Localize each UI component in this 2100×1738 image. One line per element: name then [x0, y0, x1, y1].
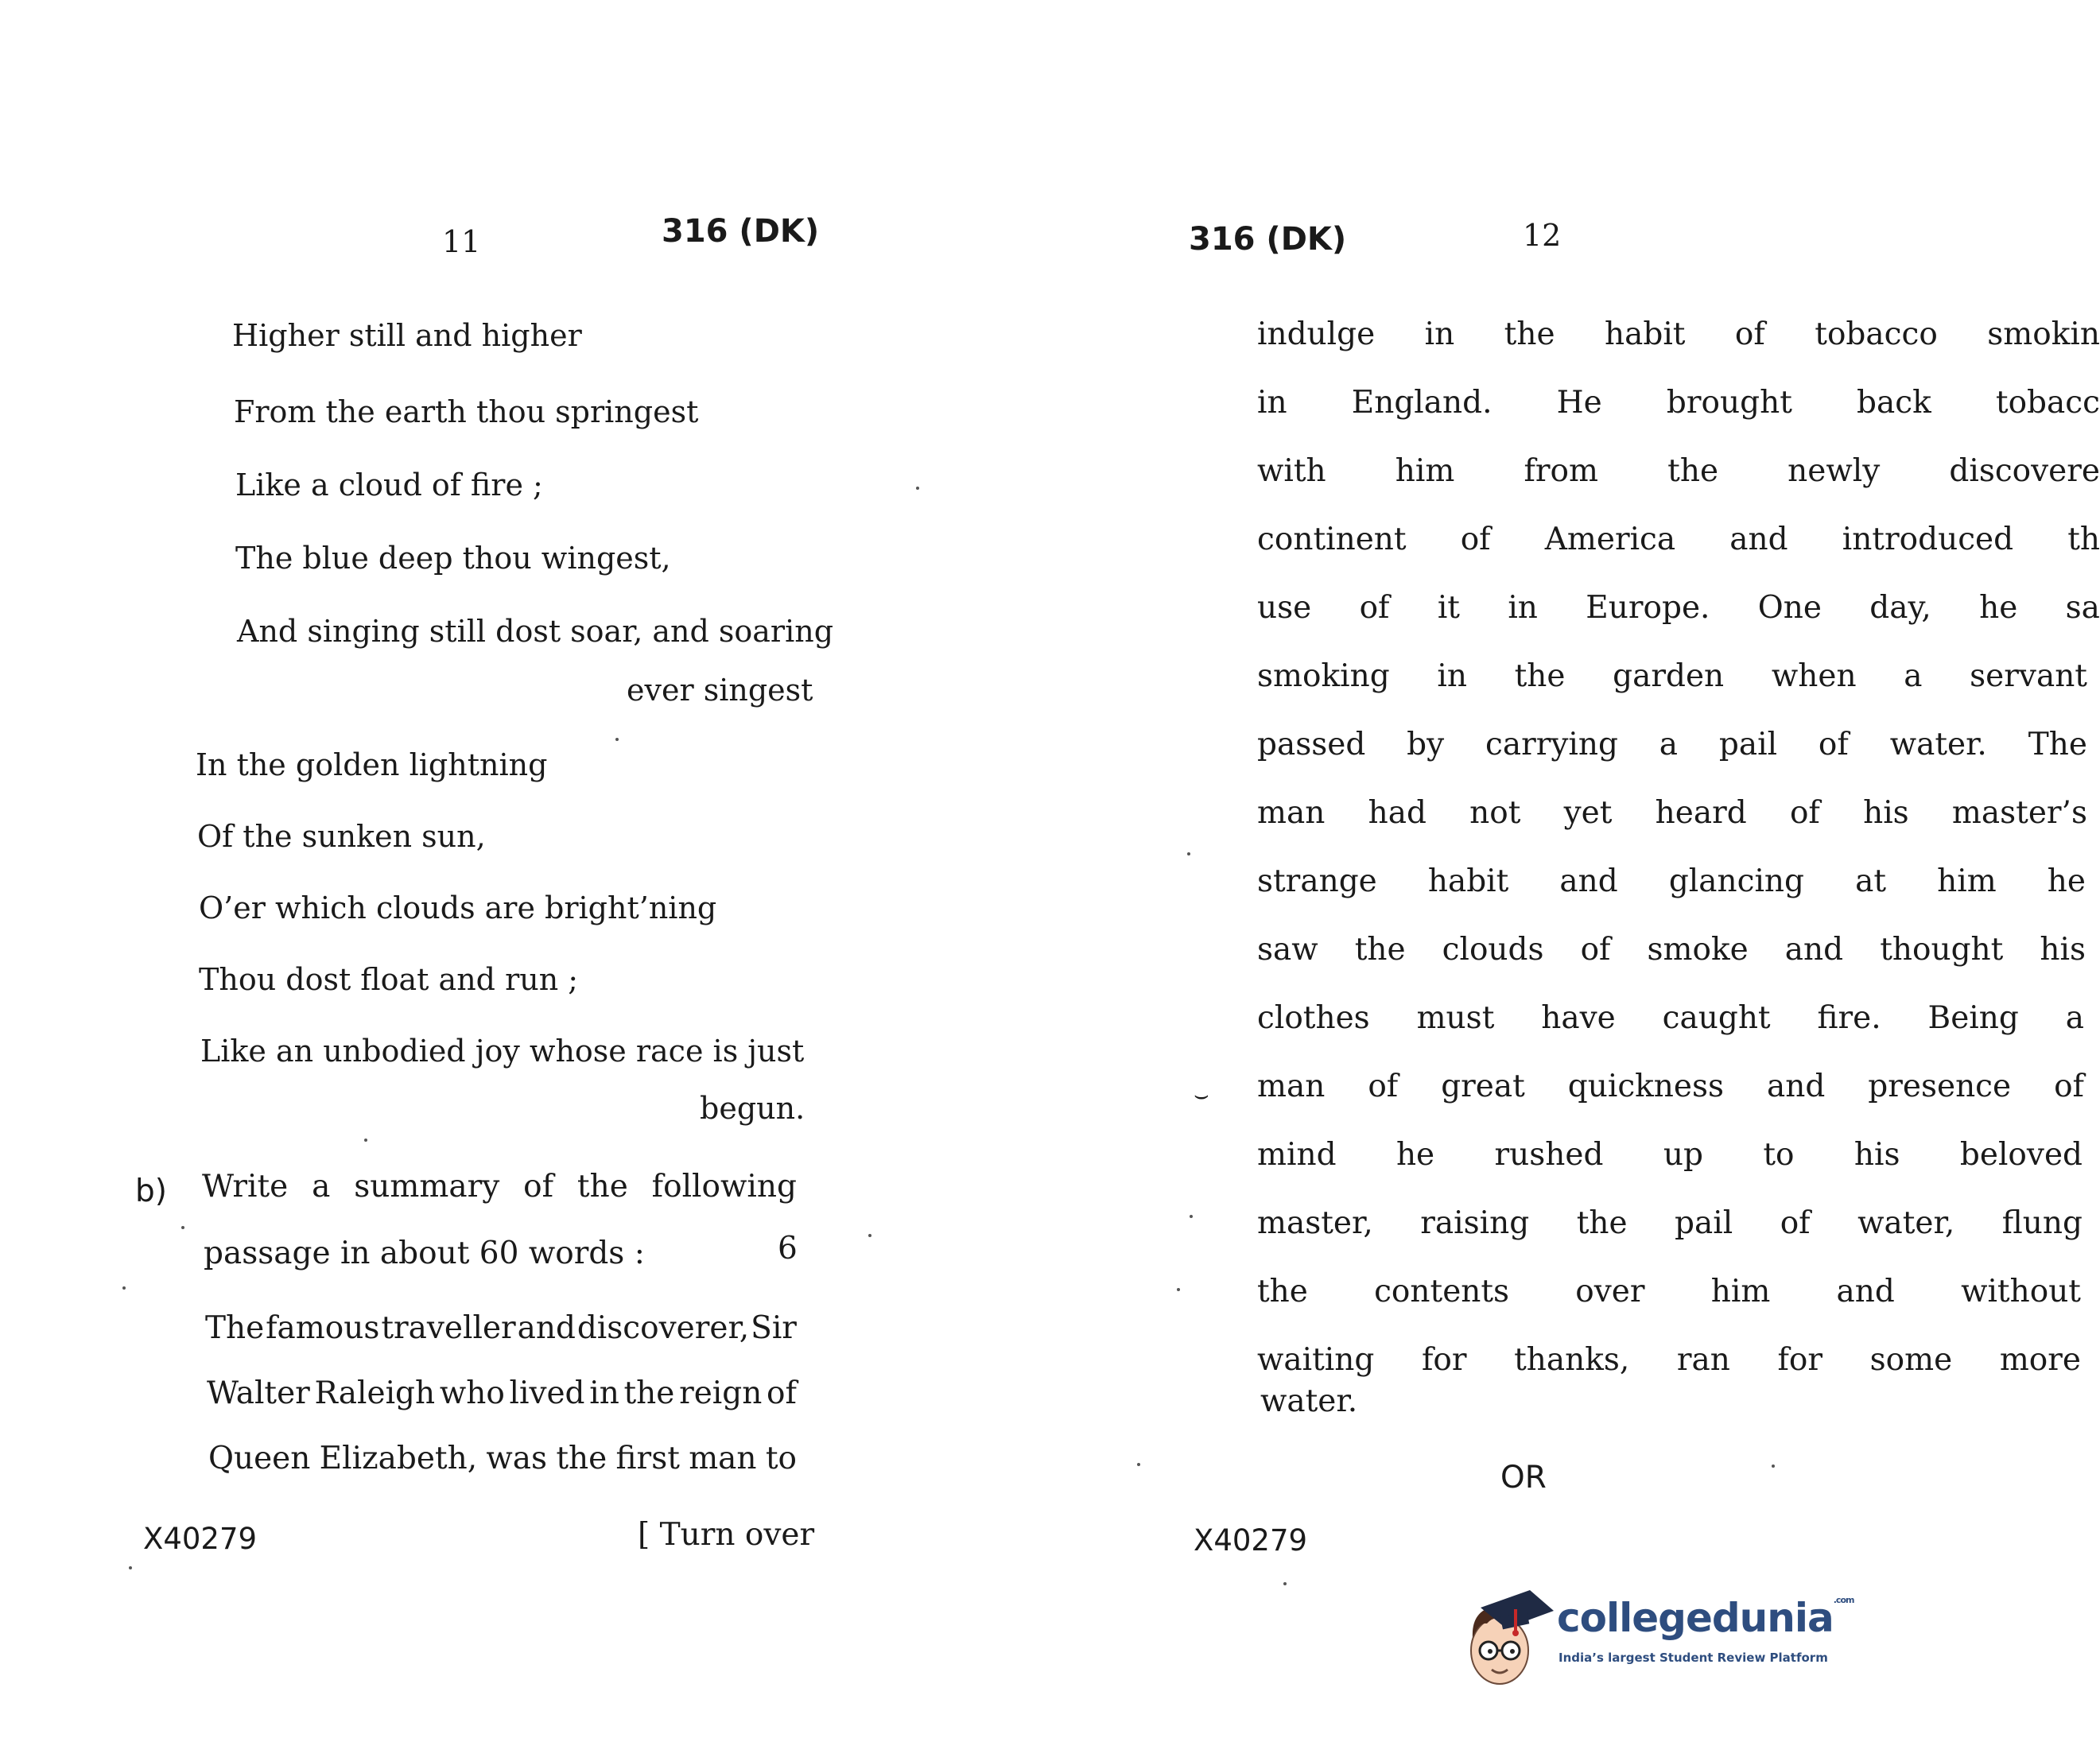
question-instruction: Write a summary of the following — [202, 1169, 797, 1205]
question-marks: 6 — [778, 1231, 798, 1267]
poem-line: In the golden lightning — [196, 747, 548, 782]
passage-line: master, raising the pail of water, flung — [1257, 1205, 2083, 1241]
poem-line: Of the sunken sun, — [197, 819, 486, 854]
passage-line: clothes must have caught fire. Being a — [1257, 1000, 2084, 1036]
paper-code: 316 (DK) — [1189, 221, 1347, 258]
passage-line: with him from the newly discovere — [1257, 453, 2100, 489]
passage-line: water. — [1260, 1383, 1358, 1419]
poem-line: Like an unbodied joy whose race is just — [200, 1034, 805, 1069]
passage-line: The famous traveller and discoverer, Sir — [205, 1310, 797, 1346]
poem-line: The blue deep thou wingest, — [235, 541, 671, 576]
poem-line: Like a cloud of fire ; — [235, 467, 543, 502]
passage-line: smoking in the garden when a servant — [1257, 658, 2087, 694]
passage-line: waiting for thanks, ran for some more — [1257, 1342, 2081, 1378]
question-instruction: passage in about 60 words : — [204, 1236, 645, 1271]
passage-line: use of it in Europe. One day, he sa — [1257, 590, 2100, 626]
footer-code: X40279 — [1194, 1523, 1308, 1558]
passage-line: in England. He brought back tobacc — [1257, 385, 2100, 421]
passage-block — [1257, 316, 2100, 1430]
passage-line: Walter Raleigh who lived in the reign of — [207, 1375, 797, 1411]
turn-over: [ Turn over — [638, 1517, 815, 1553]
question-label: b) — [135, 1174, 167, 1209]
page-number: 11 — [442, 224, 481, 259]
poem-line-end: begun. — [700, 1091, 805, 1126]
passage-line: saw the clouds of smoke and thought his — [1257, 932, 2086, 968]
collegedunia-logo[interactable] — [1463, 1582, 1854, 1693]
poem-line: From the earth thou springest — [234, 394, 699, 429]
poem-line: Thou dost float and run ; — [199, 962, 579, 997]
left-page — [0, 0, 1004, 1738]
brand-tagline: India’s largest Student Review Platform — [1559, 1651, 1828, 1665]
poem-line: And singing still dost soar, and soaring — [237, 614, 834, 649]
passage-line: passed by carrying a pail of water. The — [1257, 727, 2087, 762]
or-separator: OR — [1500, 1460, 1547, 1496]
page-number: 12 — [1523, 218, 1562, 253]
brand-name: collegedunia$^{.com}$ — [1557, 1595, 1854, 1641]
passage-line: man of great quickness and presence of — [1257, 1069, 2084, 1104]
passage-line: mind he rushed up to his beloved — [1257, 1137, 2083, 1173]
footer-code: X40279 — [143, 1522, 258, 1556]
paper-code: 316 (DK) — [662, 213, 820, 250]
poem-line: O’er which clouds are bright’ning — [199, 890, 717, 925]
poem-line: Higher still and higher — [232, 318, 582, 353]
passage-line: strange habit and glancing at him he — [1257, 863, 2086, 899]
passage-line: the contents over him and without — [1257, 1274, 2081, 1309]
mascot-icon — [1463, 1582, 1555, 1690]
passage-line: Queen Elizabeth, was the first man to — [208, 1441, 797, 1476]
right-page — [1004, 0, 2100, 1738]
margin-mark: ⌣ — [1194, 1081, 1209, 1109]
poem-line-end: ever singest — [627, 673, 813, 708]
passage-line: continent of America and introduced th — [1257, 522, 2100, 557]
passage-line: man had not yet heard of his master’s — [1257, 795, 2087, 831]
passage-line: indulge in the habit of tobacco smokin — [1257, 316, 2100, 352]
